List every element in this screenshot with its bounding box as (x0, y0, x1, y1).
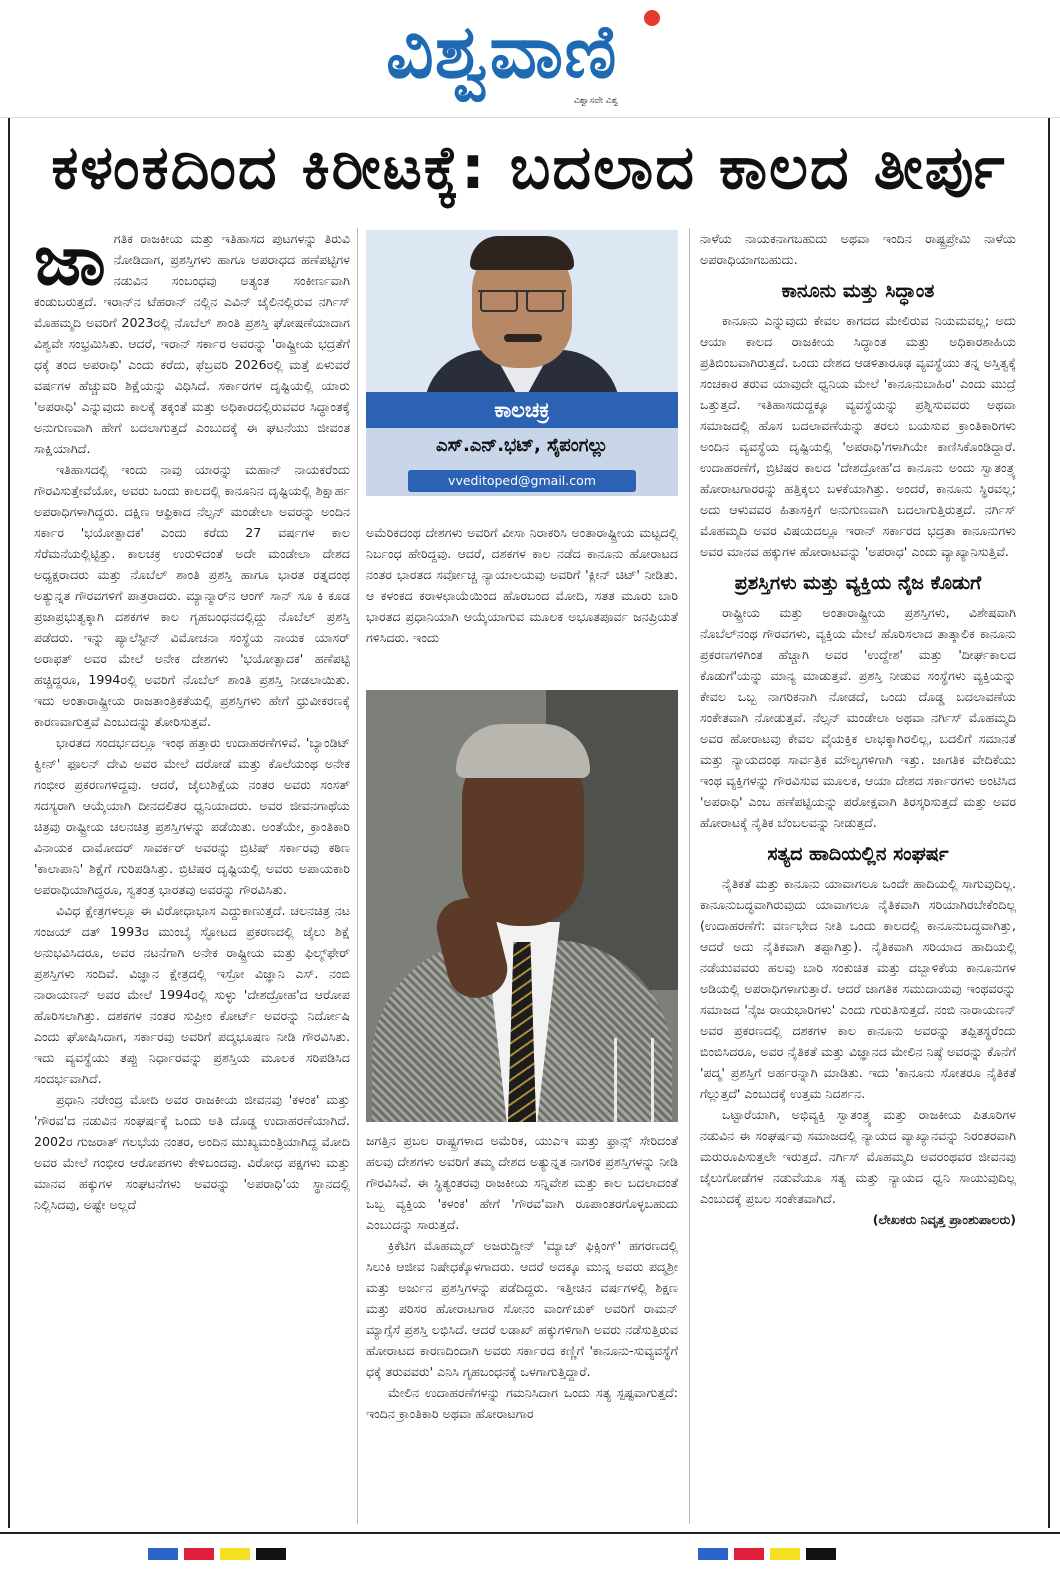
reg-mark-black (806, 1548, 836, 1560)
paragraph: ಗತಿಕ ರಾಜಕೀಯ ಮತ್ತು ಇತಿಹಾಸದ ಪುಟಗಳನ್ನು ತಿರುವಿ ನೋಡಿದಾಗ, ಪ್ರಶಸ್ತಿಗಳು ಹಾಗೂ ಅಪರಾಧದ ಹಣೆಪಟ್ಟಿಗಳ ನಡುವಿನ ಸಂಬಂಧವು ಅತ್ಯಂತ ಸಂಕೀರ್ಣವಾಗಿ ಕಂಡುಬರುತ್ತದೆ. ಇರಾನ್‌ನ ಟೆಹರಾನ್ ನಲ್ಲಿನ ಎವಿನ್ ಜೈಲಿನಲ್ಲಿರುವ ನರ್ಗಿಸ್ ಮೊಹಮ್ಮದಿ ಅವರಿಗೆ 2023ರಲ್ಲಿ ನೊಬೆಲ್ ಶಾಂತಿ ಪ್ರಶಸ್ತಿ ಘೋಷಣೆಯಾದಾಗ ವಿಶ್ವವೇ ಸಂಭ್ರಮಿಸಿತು. ಆದರೆ, ಇರಾನ್ ಸರ್ಕಾರ ಅವರನ್ನು 'ರಾಷ್ಟ್ರೀಯ ಭದ್ರತೆಗೆ ಧಕ್ಕೆ ತಂದ ಅಪರಾಧಿ' ಎಂದು ಕರೆದು, ಫೆಬ್ರವರಿ 2026ರಲ್ಲಿ ಮತ್ತೆ ಏಳುವರೆ ವರ್ಷಗಳ ಹೆಚ್ಚುವರಿ ಶಿಕ್ಷೆಯನ್ನು ವಿಧಿಸಿದೆ. ಸರ್ಕಾರಗಳ ದೃಷ್ಟಿಯಲ್ಲಿ ಯಾರು 'ಅಪರಾಧಿ' ಎನ್ನುವುದು ಕಾಲಕ್ಕೆ ತಕ್ಕಂತೆ ಮತ್ತು ಅಧಿಕಾರದಲ್ಲಿರುವವರ ಸಿದ್ಧಾಂತಕ್ಕೆ ಅನುಗುಣವಾಗಿ ಹೇಗೆ ಬದಲಾಗುತ್ತದೆ ಎಂಬುದಕ್ಕೆ ಈ ಘಟನೆಯು ಜೀವಂತ ಸಾಕ್ಷಿಯಾಗಿದೆ. (34, 231, 350, 456)
paragraph: ಒಟ್ಟಾರೆಯಾಗಿ, ಅಭಿವ್ಯಕ್ತಿ ಸ್ವಾತಂತ್ರ್ಯ ಮತ್ತು ರಾಜಕೀಯ ಪಿತೂರಿಗಳ ನಡುವಿನ ಈ ಸಂಘರ್ಷವು ಸಮಾಜದಲ್ಲಿ ನ್ಯಾಯದ ವ್ಯಾಖ್ಯಾನವನ್ನು ನಿರಂತರವಾಗಿ ಮರುರೂಪಿಸುತ್ತಲೇ ಇರುತ್ತದೆ. ನರ್ಗಿಸ್ ಮೊಹಮ್ಮದಿ ಅವರಂಥವರ ಜೀವನವು ಜೈಲುಗೋಡೆಗಳ ನಡುವೆಯೂ ಸತ್ಯ ಮತ್ತು ನ್ಯಾಯದ ಧ್ವನಿ ಸಾಯುವುದಿಲ್ಲ ಎಂಬುದಕ್ಕೆ ಪ್ರಬಲ ಸಂಕೇತವಾಗಿದೆ. (700, 1107, 1016, 1206)
reg-mark-red (184, 1548, 214, 1560)
article-column-3 (700, 228, 1016, 1524)
paragraph: ಪ್ರಧಾನಿ ನರೇಂದ್ರ ಮೋದಿ ಅವರ ರಾಜಕೀಯ ಜೀವನವು 'ಕಳಂಕ' ಮತ್ತು 'ಗೌರವ'ದ ನಡುವಿನ ಸಂಘರ್ಷಕ್ಕೆ ಒಂದು ಅತಿ ದೊಡ್ಡ ಉದಾಹರಣೆಯಾಗಿದೆ. 2002ರ ಗುಜರಾತ್ ಗಲಭೆಯ ನಂತರ, ಅಂದಿನ ಮುಖ್ಯಮಂತ್ರಿಯಾಗಿದ್ದ ಮೋದಿ ಅವರ ಮೇಲೆ ಗಂಭೀರ ಆರೋಪಗಳು ಕೇಳಿಬಂದವು. ವಿರೋಧ ಪಕ್ಷಗಳು ಮತ್ತು ಮಾನವ ಹಕ್ಕುಗಳ ಸಂಘಟನೆಗಳು ಅವರನ್ನು 'ಅಪರಾಧಿ'ಯ ಸ್ಥಾನದಲ್ಲಿ ನಿಲ್ಲಿಸಿದವು, ಅಷ್ಟೇ ಅಲ್ಲದೆ (34, 1092, 350, 1212)
paragraph: ಭಾರತದ ಸಂದರ್ಭದಲ್ಲೂ ಇಂಥ ಹತ್ತಾರು ಉದಾಹರಣೆಗಳಿವೆ. 'ಬ್ಯಾಂಡಿಟ್ ಕ್ವೀನ್' ಫೂಲನ್ ದೇವಿ ಅವರ ಮೇಲೆ ದರೋಡೆ ಮತ್ತು ಕೊಲೆಯಂಥ ಅನೇಕ ಗಂಭೀರ ಪ್ರಕರಣಗಳಿದ್ದವು. ಆದರೆ, ಜೈಲುಶಿಕ್ಷೆಯ ನಂತರ ಅವರು ಸಂಸತ್ ಸದಸ್ಯರಾಗಿ ಆಯ್ಕೆಯಾಗಿ ದೀನದಲಿತರ ಧ್ವನಿಯಾದರು. ಅವರ ಜೀವನಗಾಥೆಯ ಚಿತ್ರವು ರಾಷ್ಟ್ರೀಯ ಚಲನಚಿತ್ರ ಪ್ರಶಸ್ತಿಗಳನ್ನು ಪಡೆಯಿತು. ಅಂತೆಯೇ, ಕ್ರಾಂತಿಕಾರಿ ವಿನಾಯಕ ದಾಮೋದರ್ ಸಾವರ್ಕರ್ ಅವರನ್ನು ಬ್ರಿಟಿಷ್ ಸರ್ಕಾರವು ಕಠಿಣ 'ಕಾಲಾಪಾನಿ' ಶಿಕ್ಷೆಗೆ ಗುರಿಪಡಿಸಿತ್ತು. ಬ್ರಿಟಿಷರ ದೃಷ್ಟಿಯಲ್ಲಿ ಅವರು ಅಪಾಯಕಾರಿ ಅಪರಾಧಿಯಾಗಿದ್ದರೂ, ಸ್ವತಂತ್ರ ಭಾರತವು ಅವರನ್ನು ಗೌರವಿಸಿತು. (34, 735, 350, 897)
reg-mark-blue (698, 1548, 728, 1560)
columnist-photo-glasses (478, 290, 566, 308)
reg-mark-yellow (770, 1548, 800, 1560)
paragraph: ಅಮೆರಿಕದಂಥ ದೇಶಗಳು ಅವರಿಗೆ ವೀಸಾ ನಿರಾಕರಿಸಿ ಅಂತಾರಾಷ್ಟ್ರೀಯ ಮಟ್ಟದಲ್ಲಿ ನಿರ್ಬಂಧ ಹೇರಿದ್ದವು. ಆದರೆ, ದಶಕಗಳ ಕಾಲ ನಡೆದ ಕಾನೂನು ಹೋರಾಟದ ನಂತರ ಭಾರತದ ಸರ್ವೋಚ್ಚ ನ್ಯಾಯಾಲಯವು ಅವರಿಗೆ 'ಕ್ಲೀನ್ ಚಿಟ್' ನೀಡಿತು. ಆ ಕಳಂಕದ ಕರಾಳಛಾಯೆಯಿಂದ ಹೊರಬಂದ ಮೋದಿ, ಸತತ ಮೂರು ಬಾರಿ ಭಾರತದ ಪ್ರಧಾನಿಯಾಗಿ ಆಯ್ಕೆಯಾಗುವ ಮೂಲಕ ಅಭೂತಪೂರ್ವ ಜನಪ್ರಿಯತೆ ಗಳಿಸಿದರು. ಇಂದು (366, 525, 678, 645)
paragraph: ಕಾನೂನು ಎನ್ನುವುದು ಕೇವಲ ಕಾಗದದ ಮೇಲಿರುವ ನಿಯಮವಲ್ಲ; ಅದು ಆಯಾ ಕಾಲದ ರಾಜಕೀಯ ಸಿದ್ಧಾಂತ ಮತ್ತು ಅಧಿಕಾರಶಾಹಿಯ ಪ್ರತಿಬಿಂಬವಾಗಿರುತ್ತದೆ. ಒಂದು ದೇಶದ ಆಡಳಿತಾರೂಢ ವ್ಯವಸ್ಥೆಯು ತನ್ನ ಅಸ್ತಿತ್ವಕ್ಕೆ ಸಂಚಕಾರ ತರುವ ಯಾವುದೇ ಧ್ವನಿಯ ಮೇಲೆ 'ಕಾನೂನುಬಾಹಿರ' ಎಂದು ಮುದ್ರೆ ಒತ್ತುತ್ತದೆ. ಇತಿಹಾಸದುದ್ದಕ್ಕೂ ವ್ಯವಸ್ಥೆಯನ್ನು ಪ್ರಶ್ನಿಸುವವರು ಅಥವಾ ಸಮಾಜದಲ್ಲಿ ಹೊಸ ಬದಲಾವಣೆಯನ್ನು ತರಲು ಬಯಸುವ ಕ್ರಾಂತಿಕಾರಿಗಳು ಅಂದಿನ ವ್ಯವಸ್ಥೆಯ ದೃಷ್ಟಿಯಲ್ಲಿ 'ಅಪರಾಧಿ'ಗಳಾಗಿಯೇ ಕಾಣಿಸಿಕೊಂಡಿದ್ದಾರೆ. ಉದಾಹರಣೆಗೆ, ಬ್ರಿಟಿಷರ ಕಾಲದ 'ದೇಶದ್ರೋಹ'ದ ಕಾನೂನು ಅಂದು ಸ್ವಾತಂತ್ರ್ಯ ಹೋರಾಟಗಾರರನ್ನು ಹತ್ತಿಕ್ಕಲು ಬಳಕೆಯಾಗಿತ್ತು. ಅಂದರೆ, ಕಾನೂನು ಸ್ಥಿರವಲ್ಲ; ಅದು ಆಳುವವರ ಹಿತಾಸಕ್ತಿಗೆ ಅನುಗುಣವಾಗಿ ಬದಲಾಗುತ್ತಿರುತ್ತದೆ. ನರ್ಗಿಸ್ ಮೊಹಮ್ಮದಿ ಅವರ ವಿಷಯದಲ್ಲೂ ಇರಾನ್ ಸರ್ಕಾರದ ಭದ್ರತಾ ಕಾನೂನುಗಳು ಅವರ ಮಾನವ ಹಕ್ಕುಗಳ ಹೋರಾಟವನ್ನು 'ಅಪರಾಧ' ಎಂದು ವ್ಯಾಖ್ಯಾನಿಸುತ್ತಿವೆ. (700, 313, 1016, 559)
author-email: vveditoped@gmail.com (408, 470, 636, 492)
column-title: ಕಾಲಚಕ್ರ (366, 392, 678, 428)
columnist-photo-hair (470, 236, 574, 270)
logo-tagline: ವಿಶ್ವಾಸವೇ ವಿಶ್ವ (574, 96, 619, 106)
photo-grey-hair (456, 724, 590, 778)
logo-red-dot (644, 10, 660, 26)
subheading: ಸತ್ಯದ ಹಾದಿಯಲ್ಲಿನ ಸಂಘರ್ಷ (767, 843, 949, 865)
column-divider (357, 228, 358, 1524)
article-headline: ಕಳಂಕದಿಂದ ಕಿರೀಟಕ್ಕೆ: ಬದಲಾದ ಕಾಲದ ತೀರ್ಪು (51, 133, 1007, 203)
paragraph: ವಿವಿಧ ಕ್ಷೇತ್ರಗಳಲ್ಲೂ ಈ ವಿರೋಧಾಭಾಸ ಎದ್ದುಕಾಣುತ್ತದೆ. ಚಲನಚಿತ್ರ ನಟ ಸಂಜಯ್ ದತ್ 1993ರ ಮುಂಬೈ ಸ್ಫೋಟದ ಪ್ರಕರಣದಲ್ಲಿ ಜೈಲು ಶಿಕ್ಷೆ ಅನುಭವಿಸಿದರೂ, ಅವರ ನಟನೆಗಾಗಿ ಅನೇಕ ರಾಷ್ಟ್ರೀಯ ಮತ್ತು ಫಿಲ್ಮ್‌ಫೇರ್ ಪ್ರಶಸ್ತಿಗಳು ಸಂದಿವೆ. ವಿಜ್ಞಾನ ಕ್ಷೇತ್ರದಲ್ಲಿ ಇಸ್ರೋ ವಿಜ್ಞಾನಿ ಎಸ್. ನಂಬಿ ನಾರಾಯಣನ್ ಅವರ ಮೇಲೆ 1994ರಲ್ಲಿ ಸುಳ್ಳು 'ದೇಶದ್ರೋಹ'ದ ಆರೋಪ ಹೊರಿಸಲಾಗಿತ್ತು. ದಶಕಗಳ ನಂತರ ಸುಪ್ರೀಂ ಕೋರ್ಟ್ ಅವರನ್ನು ನಿರ್ದೋಷಿ ಎಂದು ಘೋಷಿಸಿದಾಗ, ಸರ್ಕಾರವು ಅವರಿಗೆ ಪದ್ಮಭೂಷಣ ನೀಡಿ ಗೌರವಿಸಿತು. ಇದು ವ್ಯವಸ್ಥೆಯು ತಪ್ಪು ನಿರ್ಧಾರವನ್ನು ಪ್ರಶಸ್ತಿಯ ಮೂಲಕ ಸರಿಪಡಿಸಿದ ಸಂದರ್ಭವಾಗಿದೆ. (34, 903, 350, 1086)
masthead-rule (0, 117, 1060, 118)
reg-mark-yellow (220, 1548, 250, 1560)
paragraph: ಕ್ರಿಕೆಟಿಗ ಮೊಹಮ್ಮದ್ ಅಜರುದ್ದೀನ್ 'ಮ್ಯಾಚ್ ಫಿಕ್ಸಿಂಗ್' ಹಗರಣದಲ್ಲಿ ಸಿಲುಕಿ ಆಜೀವ ನಿಷೇಧಕ್ಕೊಳಗಾದರು. ಆದರೆ ಅದಕ್ಕೂ ಮುನ್ನ ಅವರು ಪದ್ಮಶ್ರೀ ಮತ್ತು ಅರ್ಜುನ ಪ್ರಶಸ್ತಿಗಳನ್ನು ಪಡೆದಿದ್ದರು. ಇತ್ತೀಚಿನ ವರ್ಷಗಳಲ್ಲಿ ಶಿಕ್ಷಣ ಮತ್ತು ಪರಿಸರ ಹೋರಾಟಗಾರ ಸೋನಂ ವಾಂಗ್‌ಚುಕ್ ಅವರಿಗೆ ರಾಮನ್ ಮ್ಯಾಗ್ಸೆಸೆ ಪ್ರಶಸ್ತಿ ಲಭಿಸಿದೆ. ಆದರೆ ಲಡಾಖ್ ಹಕ್ಕುಗಳಿಗಾಗಿ ಅವರು ನಡೆಸುತ್ತಿರುವ ಹೋರಾಟದ ಕಾರಣದಿಂದಾಗಿ ಅವರು ಸರ್ಕಾರದ ಕಣ್ಣಿಗೆ 'ಕಾನೂನು-ಸುವ್ಯವಸ್ಥೆಗೆ ಧಕ್ಕೆ ತರುವವರು' ಎನಿಸಿ ಗೃಹಬಂಧನಕ್ಕೆ ಒಳಗಾಗುತ್ತಿದ್ದಾರೆ. (366, 1238, 678, 1379)
article-column-2-top (366, 522, 678, 676)
page-frame-left (8, 118, 10, 1528)
page-bottom-rule (0, 1532, 1060, 1534)
columnist-photo-mustache (504, 334, 542, 342)
drop-cap: ಜಾ (34, 228, 106, 301)
page-frame-right (1048, 118, 1050, 1528)
columnist-box (366, 230, 678, 496)
photo-chair (614, 1038, 654, 1122)
newspaper-logo: ವಿಶ್ವವಾಣಿ (386, 9, 618, 95)
reg-mark-blue (148, 1548, 178, 1560)
masthead (0, 0, 1060, 118)
author-note: (ಲೇಖಕರು ನಿವೃತ್ತ ಪ್ರಾಂಶುಪಾಲರು) (872, 1212, 1016, 1227)
paragraph: ನಾಳೆಯ ನಾಯಕನಾಗಬಹುದು ಅಥವಾ ಇಂದಿನ ರಾಷ್ಟ್ರಪ್ರೇಮಿ ನಾಳೆಯ ಅಪರಾಧಿಯಾಗಬಹುದು. (700, 231, 1016, 267)
paragraph: ಜಗತ್ತಿನ ಪ್ರಬಲ ರಾಷ್ಟ್ರಗಳಾದ ಅಮೆರಿಕ, ಯುಎಇ ಮತ್ತು ಫ್ರಾನ್ಸ್ ಸೇರಿದಂತೆ ಹಲವು ದೇಶಗಳು ಅವರಿಗೆ ತಮ್ಮ ದೇಶದ ಅತ್ಯುನ್ನತ ನಾಗರಿಕ ಪ್ರಶಸ್ತಿಗಳನ್ನು ನೀಡಿ ಗೌರವಿಸಿವೆ. ಈ ಸ್ಥಿತ್ಯಂತರವು ರಾಜಕೀಯ ಸನ್ನಿವೇಶ ಮತ್ತು ಕಾಲ ಬದಲಾದಂತೆ ಒಬ್ಬ ವ್ಯಕ್ತಿಯ 'ಕಳಂಕ' ಹೇಗೆ 'ಗೌರವ'ವಾಗಿ ರೂಪಾಂತರಗೊಳ್ಳಬಹುದು ಎಂಬುದನ್ನು ಸಾರುತ್ತದೆ. (366, 1133, 678, 1232)
paragraph: ಇತಿಹಾಸದಲ್ಲಿ ಇಂದು ನಾವು ಯಾರನ್ನು ಮಹಾನ್ ನಾಯಕರೆಂದು ಗೌರವಿಸುತ್ತೇವೆಯೋ, ಅವರು ಒಂದು ಕಾಲದಲ್ಲಿ ಕಾನೂನಿನ ದೃಷ್ಟಿಯಲ್ಲಿ ಶಿಕ್ಷಾರ್ಹ ಅಪರಾಧಿಗಳಾಗಿದ್ದರು. ದಕ್ಷಿಣ ಆಫ್ರಿಕಾದ ನೆಲ್ಸನ್ ಮಂಡೇಲಾ ಅವರನ್ನು ಅಂದಿನ ಸರ್ಕಾರ 'ಭಯೋತ್ಪಾದಕ' ಎಂದು ಕರೆದು 27 ವರ್ಷಗಳ ಕಾಲ ಸೆರೆಮನೆಯಲ್ಲಿಟ್ಟಿತ್ತು. ಕಾಲಚಕ್ರ ಉರುಳಿದಂತೆ ಅದೇ ಮಂಡೇಲಾ ದೇಶದ ಅಧ್ಯಕ್ಷರಾದರು ಮತ್ತು ನೊಬೆಲ್ ಶಾಂತಿ ಪ್ರಶಸ್ತಿ ಹಾಗೂ ಭಾರತ ರತ್ನದಂಥ ಅತ್ಯುನ್ನತ ಗೌರವಗಳಿಗೆ ಪಾತ್ರರಾದರು. ಮ್ಯಾನ್ಮಾರ್‌ನ ಆಂಗ್ ಸಾನ್ ಸೂ ಕಿ ಕೂಡ ಪ್ರಜಾಪ್ರಭುತ್ವಕ್ಕಾಗಿ ದಶಕಗಳ ಕಾಲ ಗೃಹಬಂಧನದಲ್ಲಿದ್ದು ನೊಬೆಲ್ ಪ್ರಶಸ್ತಿ ಪಡೆದರು. ಇನ್ನು ಪ್ಯಾಲೆಸ್ಟೀನ್ ವಿಮೋಚನಾ ಸಂಸ್ಥೆಯ ನಾಯಕ ಯಾಸರ್ ಅರಾಫತ್ ಅವರ ಮೇಲೆ ಅನೇಕ ದೇಶಗಳು 'ಭಯೋತ್ಪಾದಕ' ಹಣೆಪಟ್ಟಿ ಹಚ್ಚಿದ್ದರೂ, 1994ರಲ್ಲಿ ಅವರಿಗೆ ನೊಬೆಲ್ ಶಾಂತಿ ಪ್ರಶಸ್ತಿ ನೀಡಲಾಯಿತು. ಇದು ಅಂತಾರಾಷ್ಟ್ರೀಯ ರಾಜತಾಂತ್ರಿಕತೆಯಲ್ಲಿ ಪ್ರಶಸ್ತಿಗಳು ಹೇಗೆ ಧ್ರುವೀಕರಣಕ್ಕೆ ಕಾರಣವಾಗುತ್ತವೆ ಎಂಬುದನ್ನು ತೋರಿಸುತ್ತವೆ. (34, 462, 350, 729)
paragraph: ರಾಷ್ಟ್ರೀಯ ಮತ್ತು ಅಂತಾರಾಷ್ಟ್ರೀಯ ಪ್ರಶಸ್ತಿಗಳು, ವಿಶೇಷವಾಗಿ ನೊಬೆಲ್‌ನಂಥ ಗೌರವಗಳು, ವ್ಯಕ್ತಿಯ ಮೇಲೆ ಹೊರಿಸಲಾದ ತಾತ್ಕಾಲಿಕ ಕಾನೂನು ಪ್ರಕರಣಗಳಿಗಿಂತ ಹೆಚ್ಚಾಗಿ ಅವರ 'ಉದ್ದೇಶ' ಮತ್ತು 'ದೀರ್ಘಕಾಲದ ಕೊಡುಗೆ'ಯನ್ನು ಮಾನ್ಯ ಮಾಡುತ್ತವೆ. ಪ್ರಶಸ್ತಿ ನೀಡುವ ಸಂಸ್ಥೆಗಳು ವ್ಯಕ್ತಿಯನ್ನು ಕೇವಲ ಒಬ್ಬ ನಾಗರಿಕನಾಗಿ ನೋಡದೆ, ಒಂದು ದೊಡ್ಡ ಬದಲಾವಣೆಯ ಸಂಕೇತವಾಗಿ ನೋಡುತ್ತವೆ. ನೆಲ್ಸನ್ ಮಂಡೇಲಾ ಅಥವಾ ನರ್ಗಿಸ್ ಮೊಹಮ್ಮದಿ ಅವರ ಹೋರಾಟವು ಕೇವಲ ವೈಯಕ್ತಿಕ ಲಾಭಕ್ಕಾಗಿರಲಿಲ್ಲ, ಬದಲಿಗೆ ಸಮಾನತೆ ಮತ್ತು ನ್ಯಾಯದಂಥ ಸಾರ್ವತ್ರಿಕ ಮೌಲ್ಯಗಳಿಗಾಗಿ ಇತ್ತು. ಜಾಗತಿಕ ವೇದಿಕೆಯು ಇಂಥ ವ್ಯಕ್ತಿಗಳನ್ನು ಗೌರವಿಸುವ ಮೂಲಕ, ಆಯಾ ದೇಶದ ಸರ್ಕಾರಗಳು ಅಂಟಿಸಿದ 'ಅಪರಾಧಿ' ಎಂಬ ಹಣೆಪಟ್ಟಿಯನ್ನು ಪರೋಕ್ಷವಾಗಿ ತಿರಸ್ಕರಿಸುತ್ತದೆ ಮತ್ತು ಅವರ ಹೋರಾಟಕ್ಕೆ ನೈತಿಕ ಬೆಂಬಲವನ್ನು ನೀಡುತ್ತದೆ. (700, 605, 1016, 830)
column-divider (689, 228, 690, 1524)
reg-mark-red (734, 1548, 764, 1560)
mandela-photo (366, 690, 678, 1122)
registration-marks-right (698, 1548, 836, 1562)
paragraph: ಮೇಲಿನ ಉದಾಹರಣೆಗಳನ್ನು ಗಮನಿಸಿದಾಗ ಒಂದು ಸತ್ಯ ಸ್ಪಷ್ಟವಾಗುತ್ತದೆ: ಇಂದಿನ ಕ್ರಾಂತಿಕಾರಿ ಅಥವಾ ಹೋರಾಟಗಾರ (366, 1385, 678, 1421)
subheading: ಕಾನೂನು ಮತ್ತು ಸಿದ್ಧಾಂತ (781, 280, 935, 302)
reg-mark-black (256, 1548, 286, 1560)
registration-marks-left (148, 1548, 286, 1562)
article-column-2-bottom (366, 1130, 678, 1524)
subheading: ಪ್ರಶಸ್ತಿಗಳು ಮತ್ತು ವ್ಯಕ್ತಿಯ ನೈಜ ಕೊಡುಗೆ (734, 572, 982, 594)
article-column-1 (34, 228, 350, 1524)
paragraph: ನೈತಿಕತೆ ಮತ್ತು ಕಾನೂನು ಯಾವಾಗಲೂ ಒಂದೇ ಹಾದಿಯಲ್ಲಿ ಸಾಗುವುದಿಲ್ಲ. ಕಾನೂನುಬದ್ಧವಾಗಿರುವುದು ಯಾವಾಗಲೂ ನೈತಿಕವಾಗಿ ಸರಿಯಾಗಿರಬೇಕೆಂದಿಲ್ಲ (ಉದಾಹರಣೆಗೆ: ವರ್ಣಭೇದ ನೀತಿ ಒಂದು ಕಾಲದಲ್ಲಿ ಕಾನೂನುಬದ್ಧವಾಗಿತ್ತು, ಆದರೆ ಅದು ನೈತಿಕವಾಗಿ ತಪ್ಪಾಗಿತ್ತು). ನೈತಿಕವಾಗಿ ಸರಿಯಾದ ಹಾದಿಯಲ್ಲಿ ನಡೆಯುವವರು ಹಲವು ಬಾರಿ ಸಂಕುಚಿತ ಮತ್ತು ದಬ್ಬಾಳಿಕೆಯ ಕಾನೂನುಗಳ ಅಡಿಯಲ್ಲಿ ಅಪರಾಧಿಗಳಾಗುತ್ತಾರೆ. ಆದರೆ ಜಾಗತಿಕ ಸಮುದಾಯವು ಇಂಥವರನ್ನು ಸಮಾಜದ 'ನೈಜ ರಾಯಭಾರಿಗಳು' ಎಂದು ಗುರುತಿಸುತ್ತದೆ. ನಂಬಿ ನಾರಾಯಣನ್ ಅವರ ಪ್ರಕರಣದಲ್ಲಿ ದಶಕಗಳ ಕಾಲ ಕಾನೂನು ಅವರನ್ನು ತಪ್ಪಿತಸ್ಥರೆಂದು ಬಿಂಬಿಸಿದರೂ, ಅವರ ನೈತಿಕತೆ ಮತ್ತು ವಿಜ್ಞಾನದ ಮೇಲಿನ ನಿಷ್ಠೆ ಅವರನ್ನು ಕೊನೆಗೆ 'ಪದ್ಮ' ಪ್ರಶಸ್ತಿಗೆ ಅರ್ಹರನ್ನಾಗಿ ಮಾಡಿತು. ಇದು 'ಕಾನೂನು ಸೋತರೂ ನೈತಿಕತೆ ಗೆಲ್ಲುತ್ತದೆ' ಎಂಬುದಕ್ಕೆ ಉತ್ತಮ ನಿದರ್ಶನ. (700, 876, 1016, 1101)
author-name: ಎಸ್.ಎನ್.ಭಟ್, ಸೈಪಂಗಲ್ಲು (436, 435, 608, 456)
